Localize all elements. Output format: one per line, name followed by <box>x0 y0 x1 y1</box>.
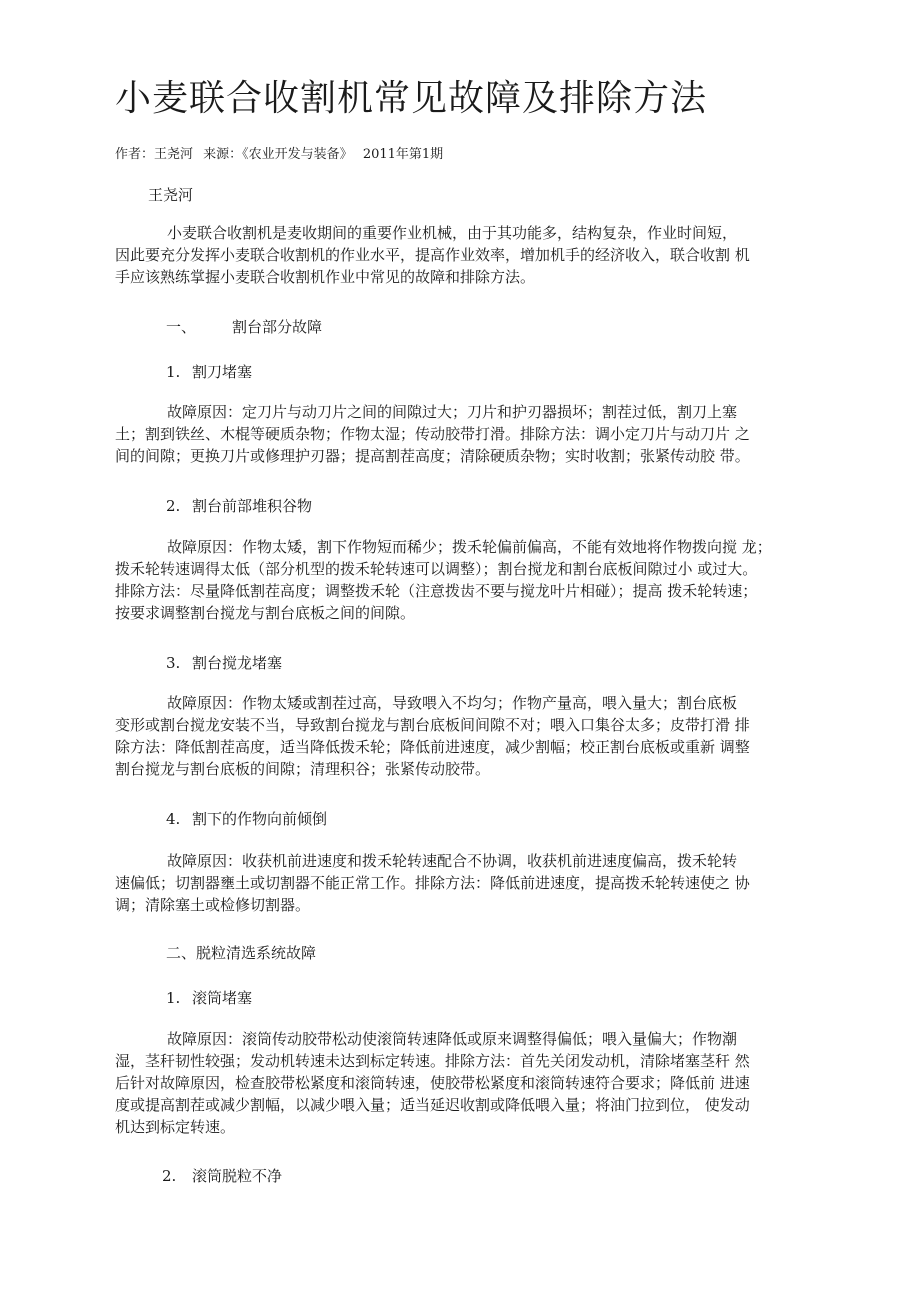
subsection-number: 4. <box>166 810 181 828</box>
subsection-heading <box>166 652 282 673</box>
paragraph-line: 机达到标定转速。 <box>115 1118 236 1136</box>
paragraph-line: 土；割到铁丝、木棍等硬质杂物；作物太湿；传动胶带打滑。排除方法：调小定刀片与动刀片 之 <box>115 425 750 443</box>
paragraph-line: 故障原因：作物太矮，割下作物短而稀少；拨禾轮偏前偏高，不能有效地将作物拨向搅 龙； <box>167 538 772 556</box>
section-heading-2 <box>166 942 316 963</box>
body-paragraph <box>115 1028 815 1138</box>
subsection-title: 滚筒脱粒不净 <box>192 1167 283 1185</box>
paragraph-line: 拨禾轮转速调得太低（部分机型的拨禾轮转速可以调整）；割台搅龙和割台底板间隙过小 或过大。 <box>115 560 758 578</box>
subsection-title: 滚筒堵塞 <box>192 989 253 1007</box>
subsection-number: 2. <box>162 1167 177 1185</box>
subsection-heading <box>162 1165 282 1186</box>
paragraph-line: 割台搅龙与割台底板的间隙；清理积谷；张紧传动胶带。 <box>115 760 491 778</box>
paragraph-line: 除方法：降低割茬高度，适当降低拨禾轮；降低前进速度，减少割幅；校正割台底板或重新 调整 <box>115 738 750 756</box>
subsection-heading <box>166 495 312 516</box>
meta-source: 来源：《农业开发与装备》 <box>203 147 353 162</box>
subsection-number: 2. <box>166 497 181 515</box>
paragraph-line: 因此要充分发挥小麦联合收割机的作业水平，提高作业效率，增加机手的经济收入，联合收割 机 <box>115 246 750 264</box>
subsection-heading <box>166 361 252 382</box>
section-title: 二、脱粒清选系统故障 <box>166 944 317 962</box>
section-title: 割台部分故障 <box>232 318 323 336</box>
body-paragraph <box>115 401 815 467</box>
body-paragraph <box>115 850 815 916</box>
subsection-title: 割台前部堆积谷物 <box>192 497 313 515</box>
paragraph-line: 排除方法：尽量降低割茬高度；调整拨禾轮（注意拨齿不要与搅龙叶片相碰）；提高 拨禾轮转速； <box>115 582 758 600</box>
subsection-number: 3. <box>166 654 181 672</box>
subsection-title: 割刀堵塞 <box>192 363 253 381</box>
article-meta <box>115 143 449 162</box>
paragraph-line: 故障原因：滚筒传动胶带松动使滚筒转速降低或原来调整得偏低；喂入量偏大；作物潮 <box>167 1030 738 1048</box>
paragraph-line: 湿，茎秆韧性较强；发动机转速未达到标定转速。排除方法：首先关闭发动机，清除堵塞茎秆 然 <box>115 1052 750 1070</box>
paragraph-line: 调；清除塞土或检修切割器。 <box>115 896 311 914</box>
subsection-heading <box>166 808 327 829</box>
intro-paragraph <box>115 222 815 288</box>
section-heading-1 <box>166 316 322 337</box>
paragraph-line: 变形或割台搅龙安装不当，导致割台搅龙与割台底板间间隙不对；喂入口集谷太多；皮带打滑 排 <box>115 716 750 734</box>
paragraph-line: 手应该熟练掌握小麦联合收割机作业中常见的故障和排除方法。 <box>115 268 536 286</box>
meta-author: 作者：王尧河 <box>115 147 194 162</box>
body-paragraph <box>115 536 815 624</box>
paragraph-line: 故障原因：作物太矮或割茬过高，导致喂入不均匀；作物产量高，喂入量大；割台底板 <box>167 694 738 712</box>
paragraph-line: 后针对故障原因，检查胶带松紧度和滚筒转速，使胶带松紧度和滚筒转速符合要求；降低前 进速 <box>115 1074 750 1092</box>
author-name: 王尧河 <box>148 186 194 204</box>
page-title: 小麦联合收割机常见故障及排除方法 <box>115 78 708 119</box>
subsection-number: 1. <box>166 363 181 381</box>
subsection-title: 割台搅龙堵塞 <box>192 654 283 672</box>
subsection-number: 1. <box>166 989 181 1007</box>
paragraph-line: 小麦联合收割机是麦收期间的重要作业机械，由于其功能多，结构复杂，作业时间短， <box>167 224 738 242</box>
section-number: 一、 <box>166 318 197 336</box>
paragraph-line: 间的间隙；更换刀片或修理护刃器；提高割茬高度；清除硬质杂物；实时收割；张紧传动胶 带。 <box>115 447 750 465</box>
body-paragraph <box>115 692 815 780</box>
subsection-title: 割下的作物向前倾倒 <box>192 810 328 828</box>
paragraph-line: 速偏低；切割器壅土或切割器不能正常工作。排除方法：降低前进速度，提高拨禾轮转速使之 协 <box>115 874 750 892</box>
subsection-heading <box>166 987 252 1008</box>
paragraph-line: 按要求调整割台搅龙与割台底板之间的间隙。 <box>115 604 416 622</box>
meta-issue: 2011年第1期 <box>362 147 444 162</box>
paragraph-line: 度或提高割茬或减少割幅，以减少喂入量；适当延迟收割或降低喂入量；将油门拉到位， 使发动 <box>115 1096 750 1114</box>
paragraph-line: 故障原因：定刀片与动刀片之间的间隙过大；刀片和护刃器损坏；割茬过低，割刀上塞 <box>167 403 738 421</box>
paragraph-line: 故障原因：收获机前进速度和拨禾轮转速配合不协调，收获机前进速度偏高，拨禾轮转 <box>167 852 738 870</box>
